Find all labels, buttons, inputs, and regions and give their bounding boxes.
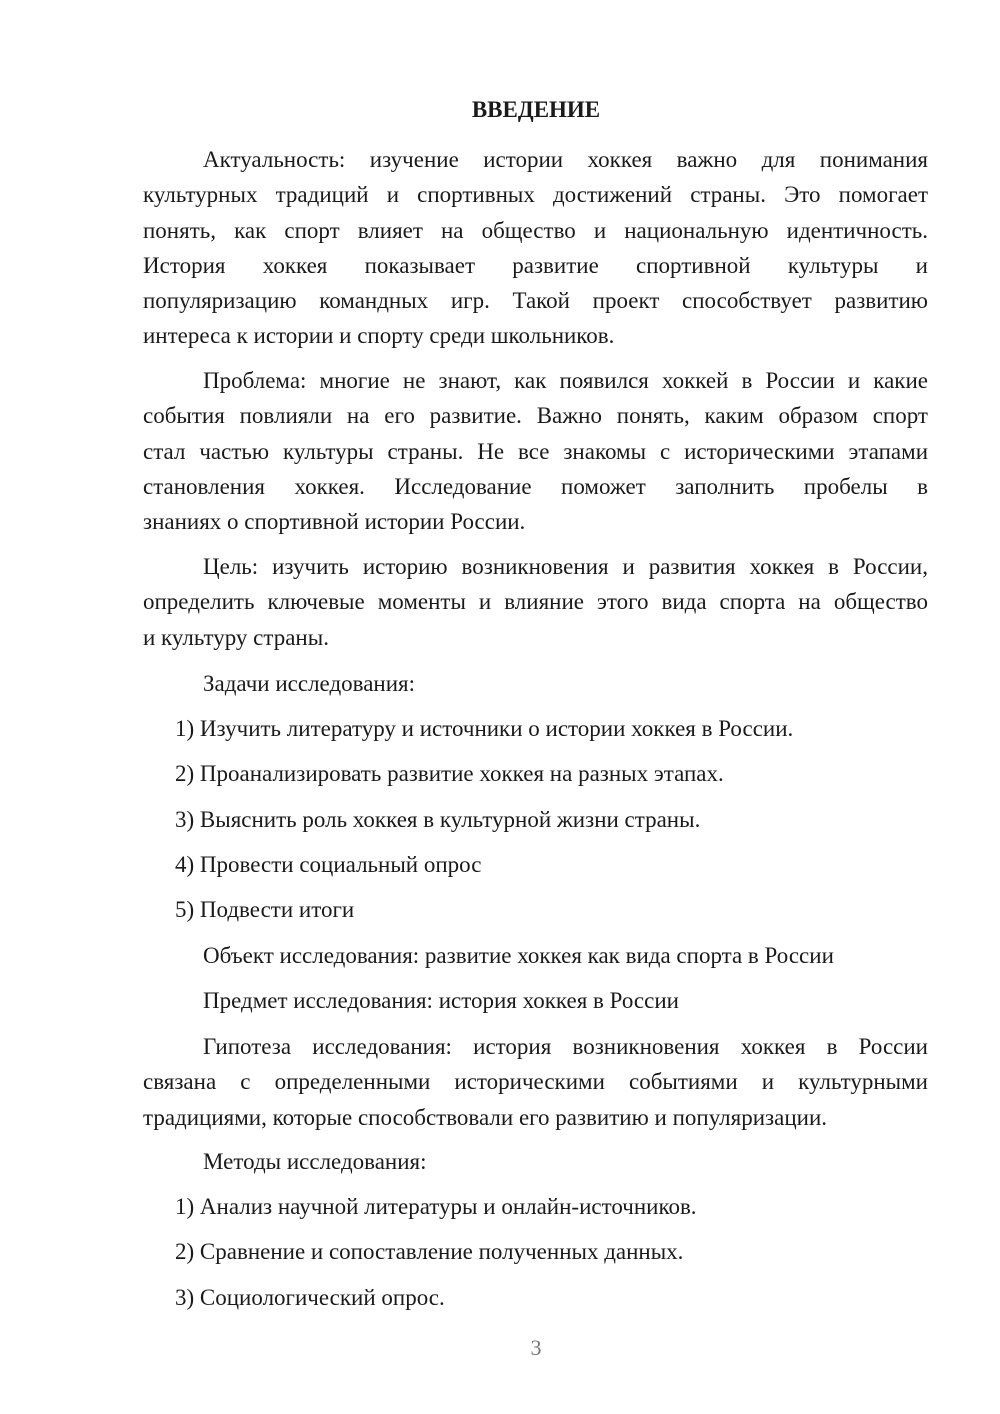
text-line: Проблема: многие не знают, как появился хоккей в России и какие [203,368,928,393]
text-line: Предмет исследования: история хоккея в России [203,988,679,1013]
text-line: Задачи исследования: [203,671,416,696]
list-item: 4) Провести социальный опрос [175,851,482,877]
text-line: Объект исследования: развитие хоккея как вида спорта в России [203,943,834,968]
tasks-heading [143,666,928,701]
text-line: Актуальность: изучение истории хоккея важно для понимания [203,147,928,172]
tasks-list [143,711,928,937]
text-line: Гипотеза исследования: история возникновения хоккея в России [203,1034,928,1059]
methods-list [143,1189,928,1325]
list-item: 1) Анализ научной литературы и онлайн-источников. [175,1194,697,1219]
text-line: связана с определенными историческими событиями и культурными [143,1069,928,1095]
text-line: и культуру страны. [143,624,329,650]
list-item: 1) Изучить литературу и источники о истории хоккея в России. [175,716,794,741]
text-line: становления хоккея. Исследование поможет заполнить пробелы в [143,473,928,499]
page-title: ВВЕДЕНИЕ [471,97,601,122]
text-line: Цель: изучить историю возникновения и развития хоккея в России, [203,554,928,579]
text-line: традициями, которые способствовали его развитию и популяризации. [143,1104,828,1130]
paragraph-problem [143,363,928,539]
list-item: 3) Социологический опрос. [175,1284,445,1310]
list-item: 5) Подвести итоги [175,897,355,923]
text-line: популяризацию командных игр. Такой проект способствует развитию [143,288,928,314]
paragraph-relevance [143,142,928,354]
text-line: знаниях о спортивной истории России. [143,509,526,535]
text-line: История хоккея показывает развитие спортивной культуры и [143,252,928,278]
text-line: события повлияли на его развитие. Важно понять, каким образом спорт [143,403,928,429]
text-line: определить ключевые моменты и влияние этого вида спорта на общество [143,589,928,615]
text-line: стал частью культуры страны. Не все знакомы с историческими этапами [143,438,928,464]
page-number: 3 [530,1335,542,1360]
research-object [143,938,928,973]
list-item: 3) Выяснить роль хоккея в культурной жизни страны. [175,806,701,832]
text-line: интереса к истории и спорту среди школьников. [143,323,615,349]
list-item: 2) Проанализировать развитие хоккея на разных этапах. [175,761,724,787]
list-item: 2) Сравнение и сопоставление полученных данных. [175,1239,684,1265]
paragraph-hypothesis [143,1029,928,1135]
research-subject [143,983,928,1018]
text-line: Методы исследования: [203,1149,427,1174]
text-line: понять, как спорт влияет на общество и национальную идентичность. [143,217,928,243]
methods-heading [143,1144,928,1179]
text-line: культурных традиций и спортивных достижений страны. Это помогает [143,182,928,208]
paragraph-goal [143,549,928,655]
